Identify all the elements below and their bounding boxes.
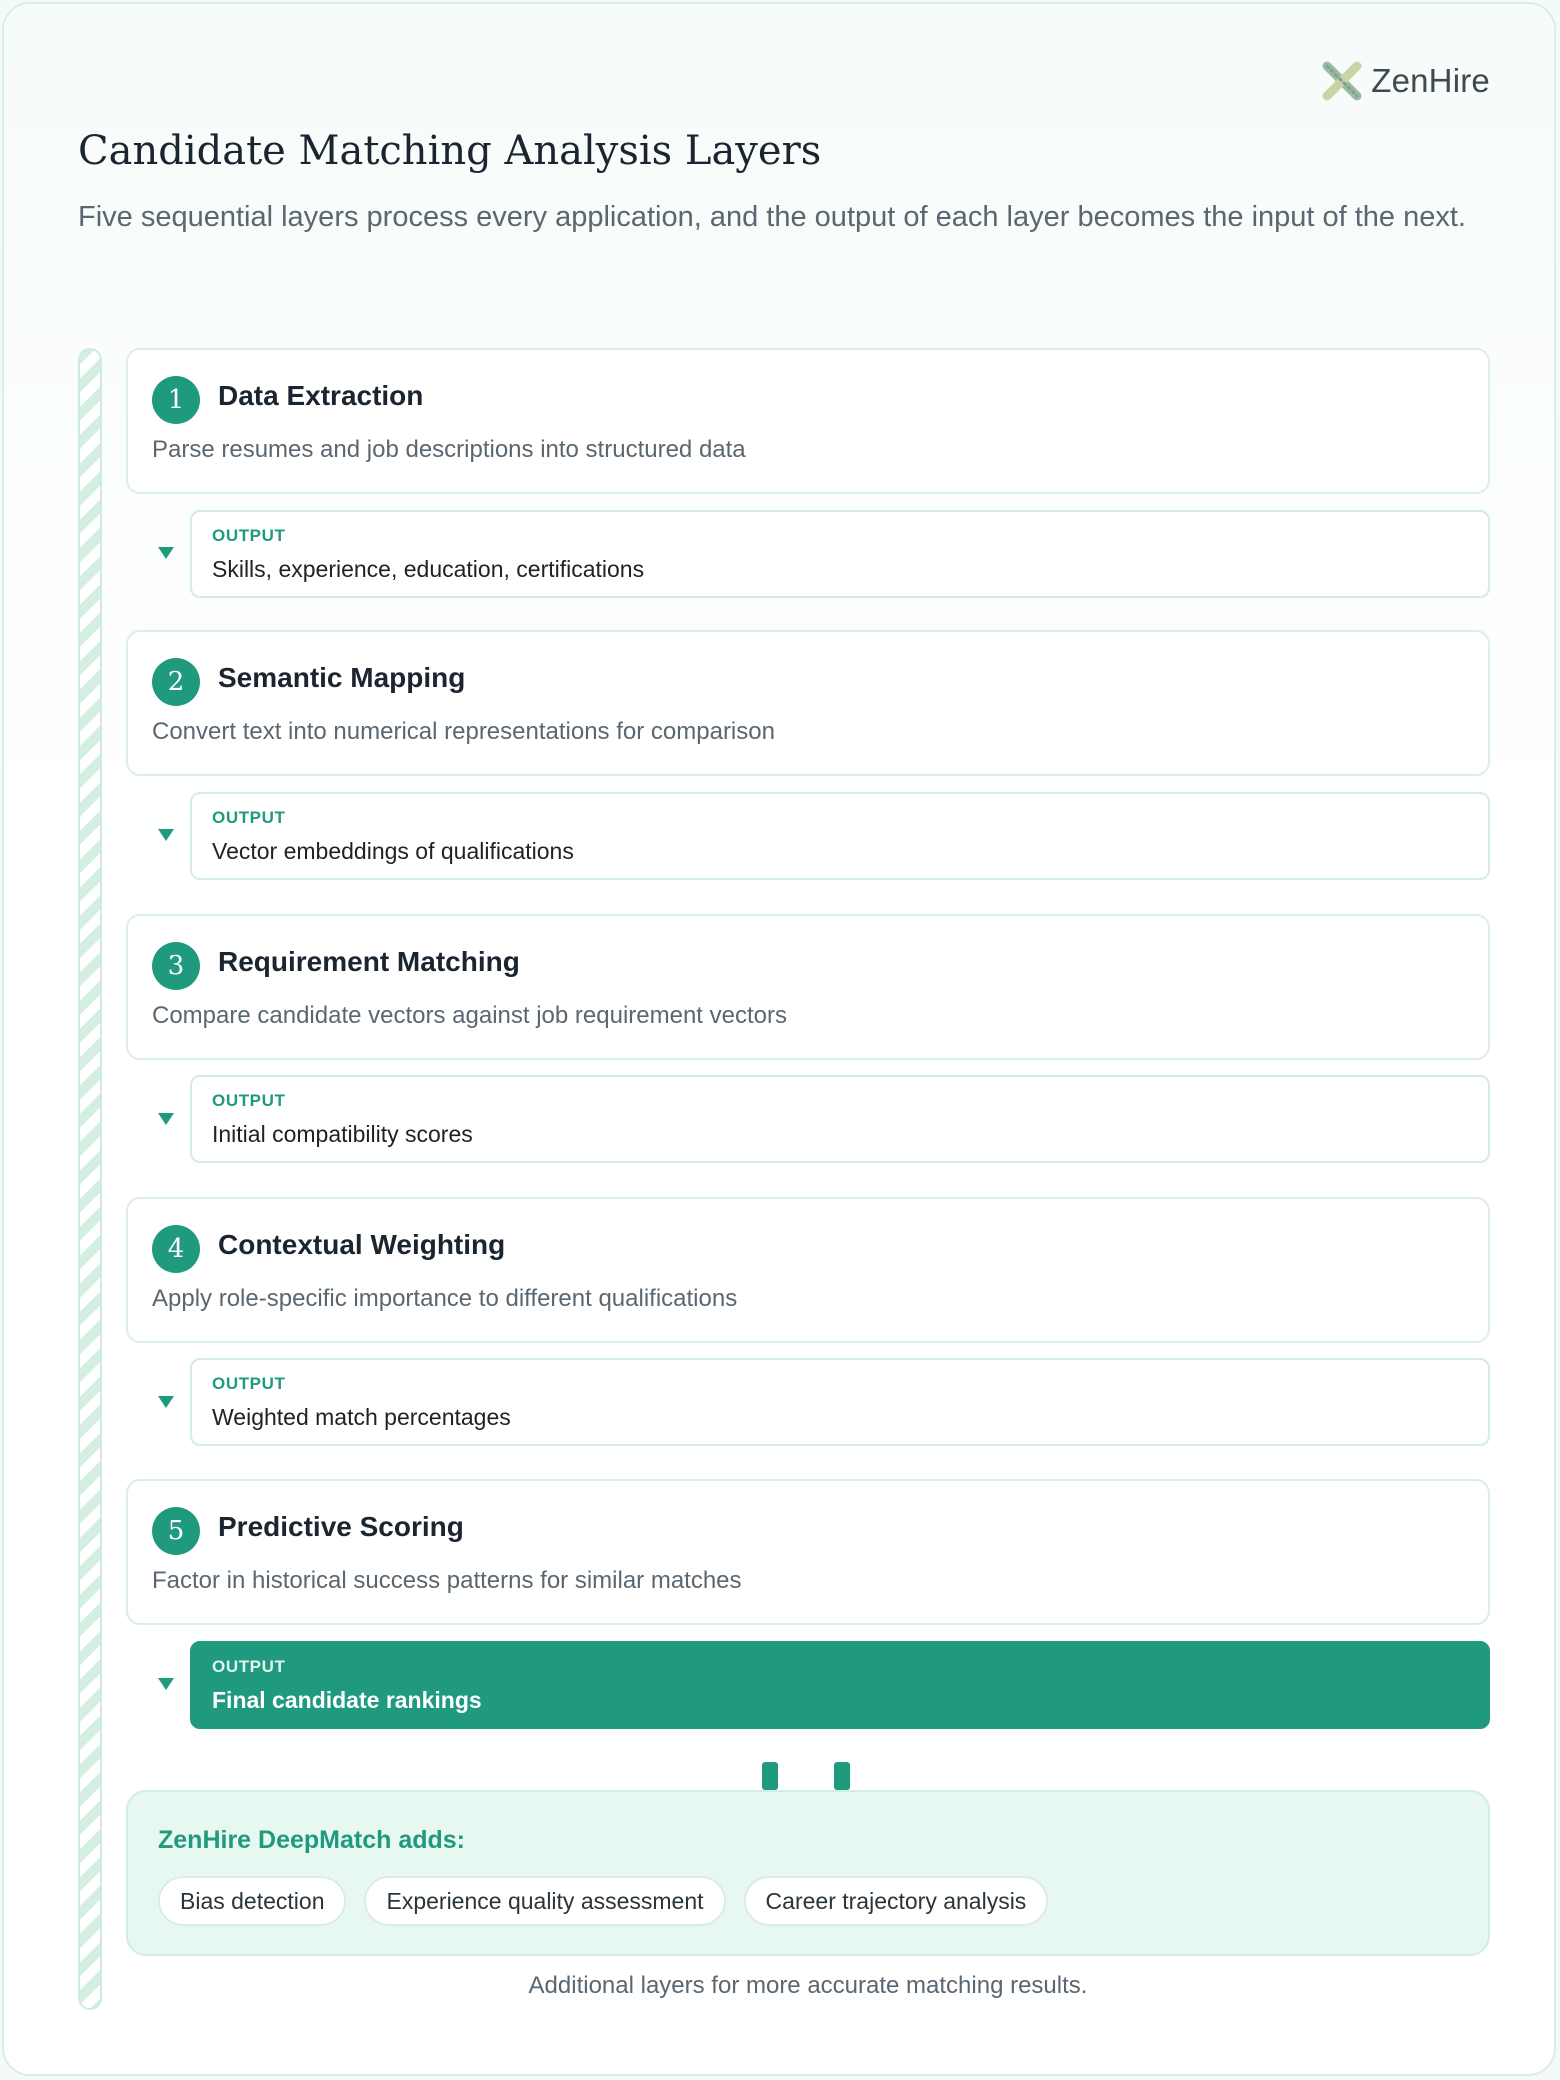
output-label: OUTPUT xyxy=(212,1657,286,1676)
footer-note: Additional layers for more accurate matching results. xyxy=(528,1972,1088,1999)
final-output-box xyxy=(190,1641,1490,1729)
brand-logo xyxy=(1321,60,1490,102)
deepmatch-addon-panel xyxy=(126,1790,1490,1956)
output-text: Vector embeddings of qualifications xyxy=(212,838,574,864)
feature-pill-career-trajectory: Career trajectory analysis xyxy=(744,1876,1049,1926)
step-number-badge: 4 xyxy=(152,1225,200,1273)
addon-feature-list xyxy=(158,1876,1048,1926)
layer-description: Parse resumes and job descriptions into structured data xyxy=(152,436,746,463)
down-arrow-icon xyxy=(158,1396,174,1408)
layer-title: Data Extraction xyxy=(218,380,424,411)
down-arrow-icon xyxy=(158,829,174,841)
layer-title: Contextual Weighting xyxy=(218,1229,506,1260)
step-number-badge: 3 xyxy=(152,942,200,990)
output-text: Initial compatibility scores xyxy=(212,1121,473,1147)
output-text: Skills, experience, education, certifications xyxy=(212,556,645,582)
output-box xyxy=(190,510,1490,598)
layer-title: Predictive Scoring xyxy=(218,1511,464,1542)
layer-description: Convert text into numerical representations for comparison xyxy=(152,718,775,745)
output-text: Final candidate rankings xyxy=(212,1687,482,1713)
pipeline-rail xyxy=(78,348,102,2010)
layer-description: Compare candidate vectors against job requirement vectors xyxy=(152,1002,787,1029)
page-title: Candidate Matching Analysis Layers xyxy=(78,128,822,174)
addon-title: ZenHire DeepMatch adds: xyxy=(158,1826,466,1854)
output-box xyxy=(190,1075,1490,1163)
feature-pill-bias-detection: Bias detection xyxy=(158,1876,346,1926)
layer-title: Semantic Mapping xyxy=(218,662,466,693)
output-text: Weighted match percentages xyxy=(212,1404,511,1430)
diagram-card xyxy=(2,2,1556,2076)
layer-title: Requirement Matching xyxy=(218,946,520,977)
down-arrow-icon xyxy=(158,1113,174,1125)
layer-card-contextual-weighting xyxy=(126,1197,1490,1343)
step-number-badge: 1 xyxy=(152,376,200,424)
step-number-badge: 2 xyxy=(152,658,200,706)
zenhire-x-logo-icon xyxy=(1321,60,1363,102)
layer-card-semantic-mapping xyxy=(126,630,1490,776)
output-label: OUTPUT xyxy=(212,1374,286,1393)
down-arrow-icon xyxy=(158,1678,174,1690)
page-subtitle: Five sequential layers process every application, and the output of each layer becomes the input of the next. xyxy=(78,201,1466,233)
layer-card-data-extraction xyxy=(126,348,1490,494)
layer-description: Apply role-specific importance to different qualifications xyxy=(152,1285,738,1312)
feature-pill-experience-quality: Experience quality assessment xyxy=(364,1876,725,1926)
down-arrow-icon xyxy=(158,547,174,559)
output-label: OUTPUT xyxy=(212,526,286,545)
layer-description: Factor in historical success patterns for similar matches xyxy=(152,1567,742,1594)
layer-card-predictive-scoring xyxy=(126,1479,1490,1625)
output-box xyxy=(190,792,1490,880)
step-number-badge: 5 xyxy=(152,1507,200,1555)
layer-card-requirement-matching xyxy=(126,914,1490,1060)
output-label: OUTPUT xyxy=(212,808,286,827)
output-label: OUTPUT xyxy=(212,1091,286,1110)
connector-post-right xyxy=(834,1762,850,1790)
output-box xyxy=(190,1358,1490,1446)
brand-name: ZenHire xyxy=(1371,62,1490,99)
connector-post-left xyxy=(762,1762,778,1790)
